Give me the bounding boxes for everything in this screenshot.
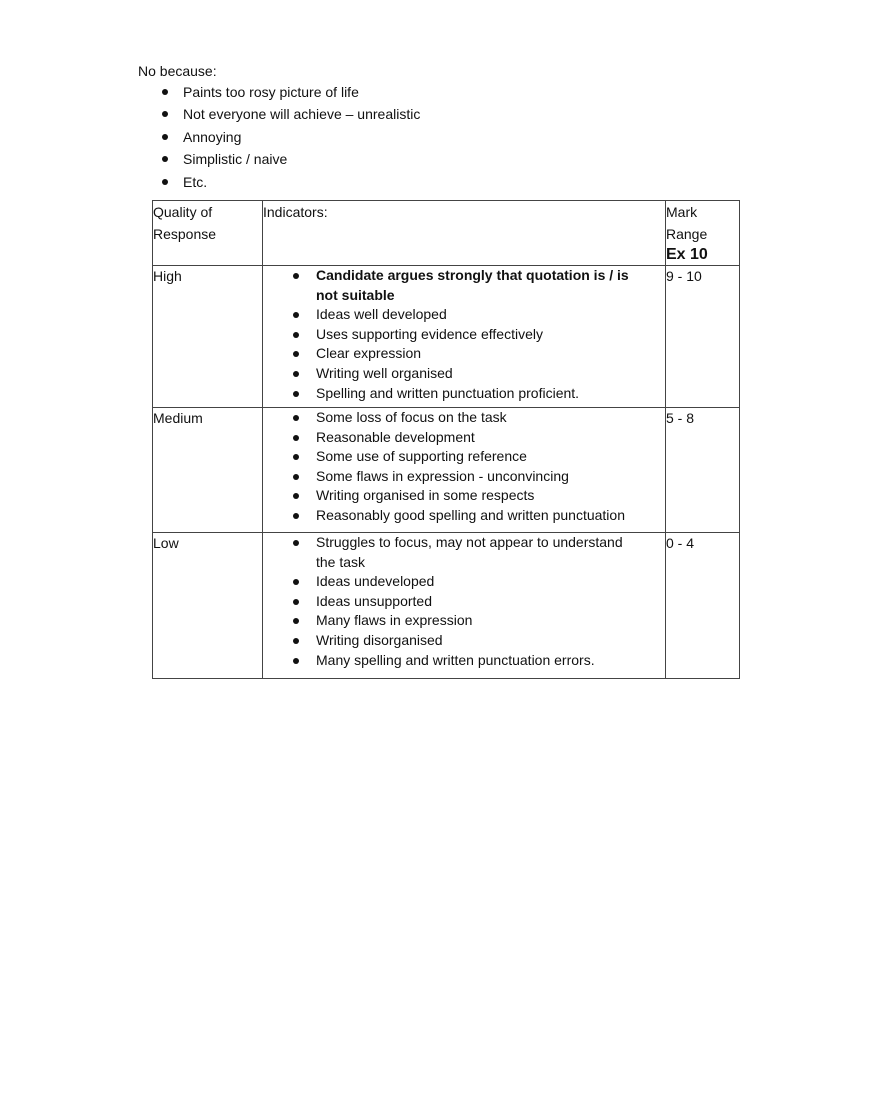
list-item: Some loss of focus on the task [263, 408, 665, 428]
list-item: Paints too rosy picture of life [138, 81, 738, 103]
bullet-icon [293, 618, 299, 624]
list-item: Reasonable development [263, 428, 665, 448]
bullet-icon [293, 638, 299, 644]
bullet-icon [293, 371, 299, 377]
indicators-cell [263, 533, 666, 679]
quality-header: Quality of Response [153, 201, 263, 266]
list-item: Writing well organised [263, 364, 665, 384]
list-item: Candidate argues strongly that quotation is / is not suitable [263, 266, 665, 305]
ex-10-label: Ex 10 [666, 246, 708, 263]
bullet-icon [293, 332, 299, 338]
bullet-icon [293, 513, 299, 519]
quality-cell: High [153, 266, 263, 408]
mark-range-cell: 5 - 8 [666, 408, 740, 533]
bullet-icon [293, 454, 299, 460]
list-item: Ideas well developed [263, 305, 665, 325]
list-item: Writing disorganised [263, 631, 665, 651]
bullet-icon [162, 111, 168, 117]
bullet-icon [293, 579, 299, 585]
bullet-icon [293, 540, 299, 546]
bullet-icon [293, 435, 299, 441]
list-item: Reasonably good spelling and written punctuation [263, 506, 665, 526]
list-item: Some use of supporting reference [263, 447, 665, 467]
bullet-icon [162, 156, 168, 162]
list-item: Some flaws in expression - unconvincing [263, 467, 665, 487]
marking-rubric-table [152, 200, 740, 679]
bullet-icon [293, 312, 299, 318]
bullet-icon [162, 89, 168, 95]
list-item: Struggles to focus, may not appear to understand the task [263, 533, 665, 572]
mark-range-cell: 0 - 4 [666, 533, 740, 679]
bullet-icon [162, 179, 168, 185]
list-item: Not everyone will achieve – unrealistic [138, 103, 738, 125]
mark-range-header: Mark Range Ex 10 [666, 201, 740, 266]
indicators-cell [263, 266, 666, 408]
list-item: Uses supporting evidence effectively [263, 325, 665, 345]
list-item: Clear expression [263, 344, 665, 364]
table-row [153, 533, 740, 679]
no-because-list [138, 81, 738, 193]
table-header-row [153, 201, 740, 266]
quality-cell: Low [153, 533, 263, 679]
mark-range-cell: 9 - 10 [666, 266, 740, 408]
no-because-heading: No because: [138, 63, 217, 79]
bullet-icon [293, 474, 299, 480]
bullet-icon [293, 658, 299, 664]
bullet-icon [293, 599, 299, 605]
bullet-icon [293, 273, 299, 279]
list-item: Ideas unsupported [263, 592, 665, 612]
list-item: Many flaws in expression [263, 611, 665, 631]
table-row [153, 266, 740, 408]
list-item: Annoying [138, 126, 738, 148]
bullet-icon [293, 351, 299, 357]
no-because-section [138, 62, 738, 193]
bullet-icon [293, 391, 299, 397]
table-row [153, 408, 740, 533]
list-item: Simplistic / naive [138, 148, 738, 170]
indicators-header: Indicators: [263, 201, 666, 266]
list-item: Many spelling and written punctuation errors. [263, 651, 665, 671]
list-item: Etc. [138, 171, 738, 193]
indicators-cell [263, 408, 666, 533]
bullet-icon [293, 415, 299, 421]
quality-cell: Medium [153, 408, 263, 533]
list-item: Writing organised in some respects [263, 486, 665, 506]
bullet-icon [293, 493, 299, 499]
list-item: Spelling and written punctuation proficient. [263, 384, 665, 404]
bullet-icon [162, 134, 168, 140]
list-item: Ideas undeveloped [263, 572, 665, 592]
